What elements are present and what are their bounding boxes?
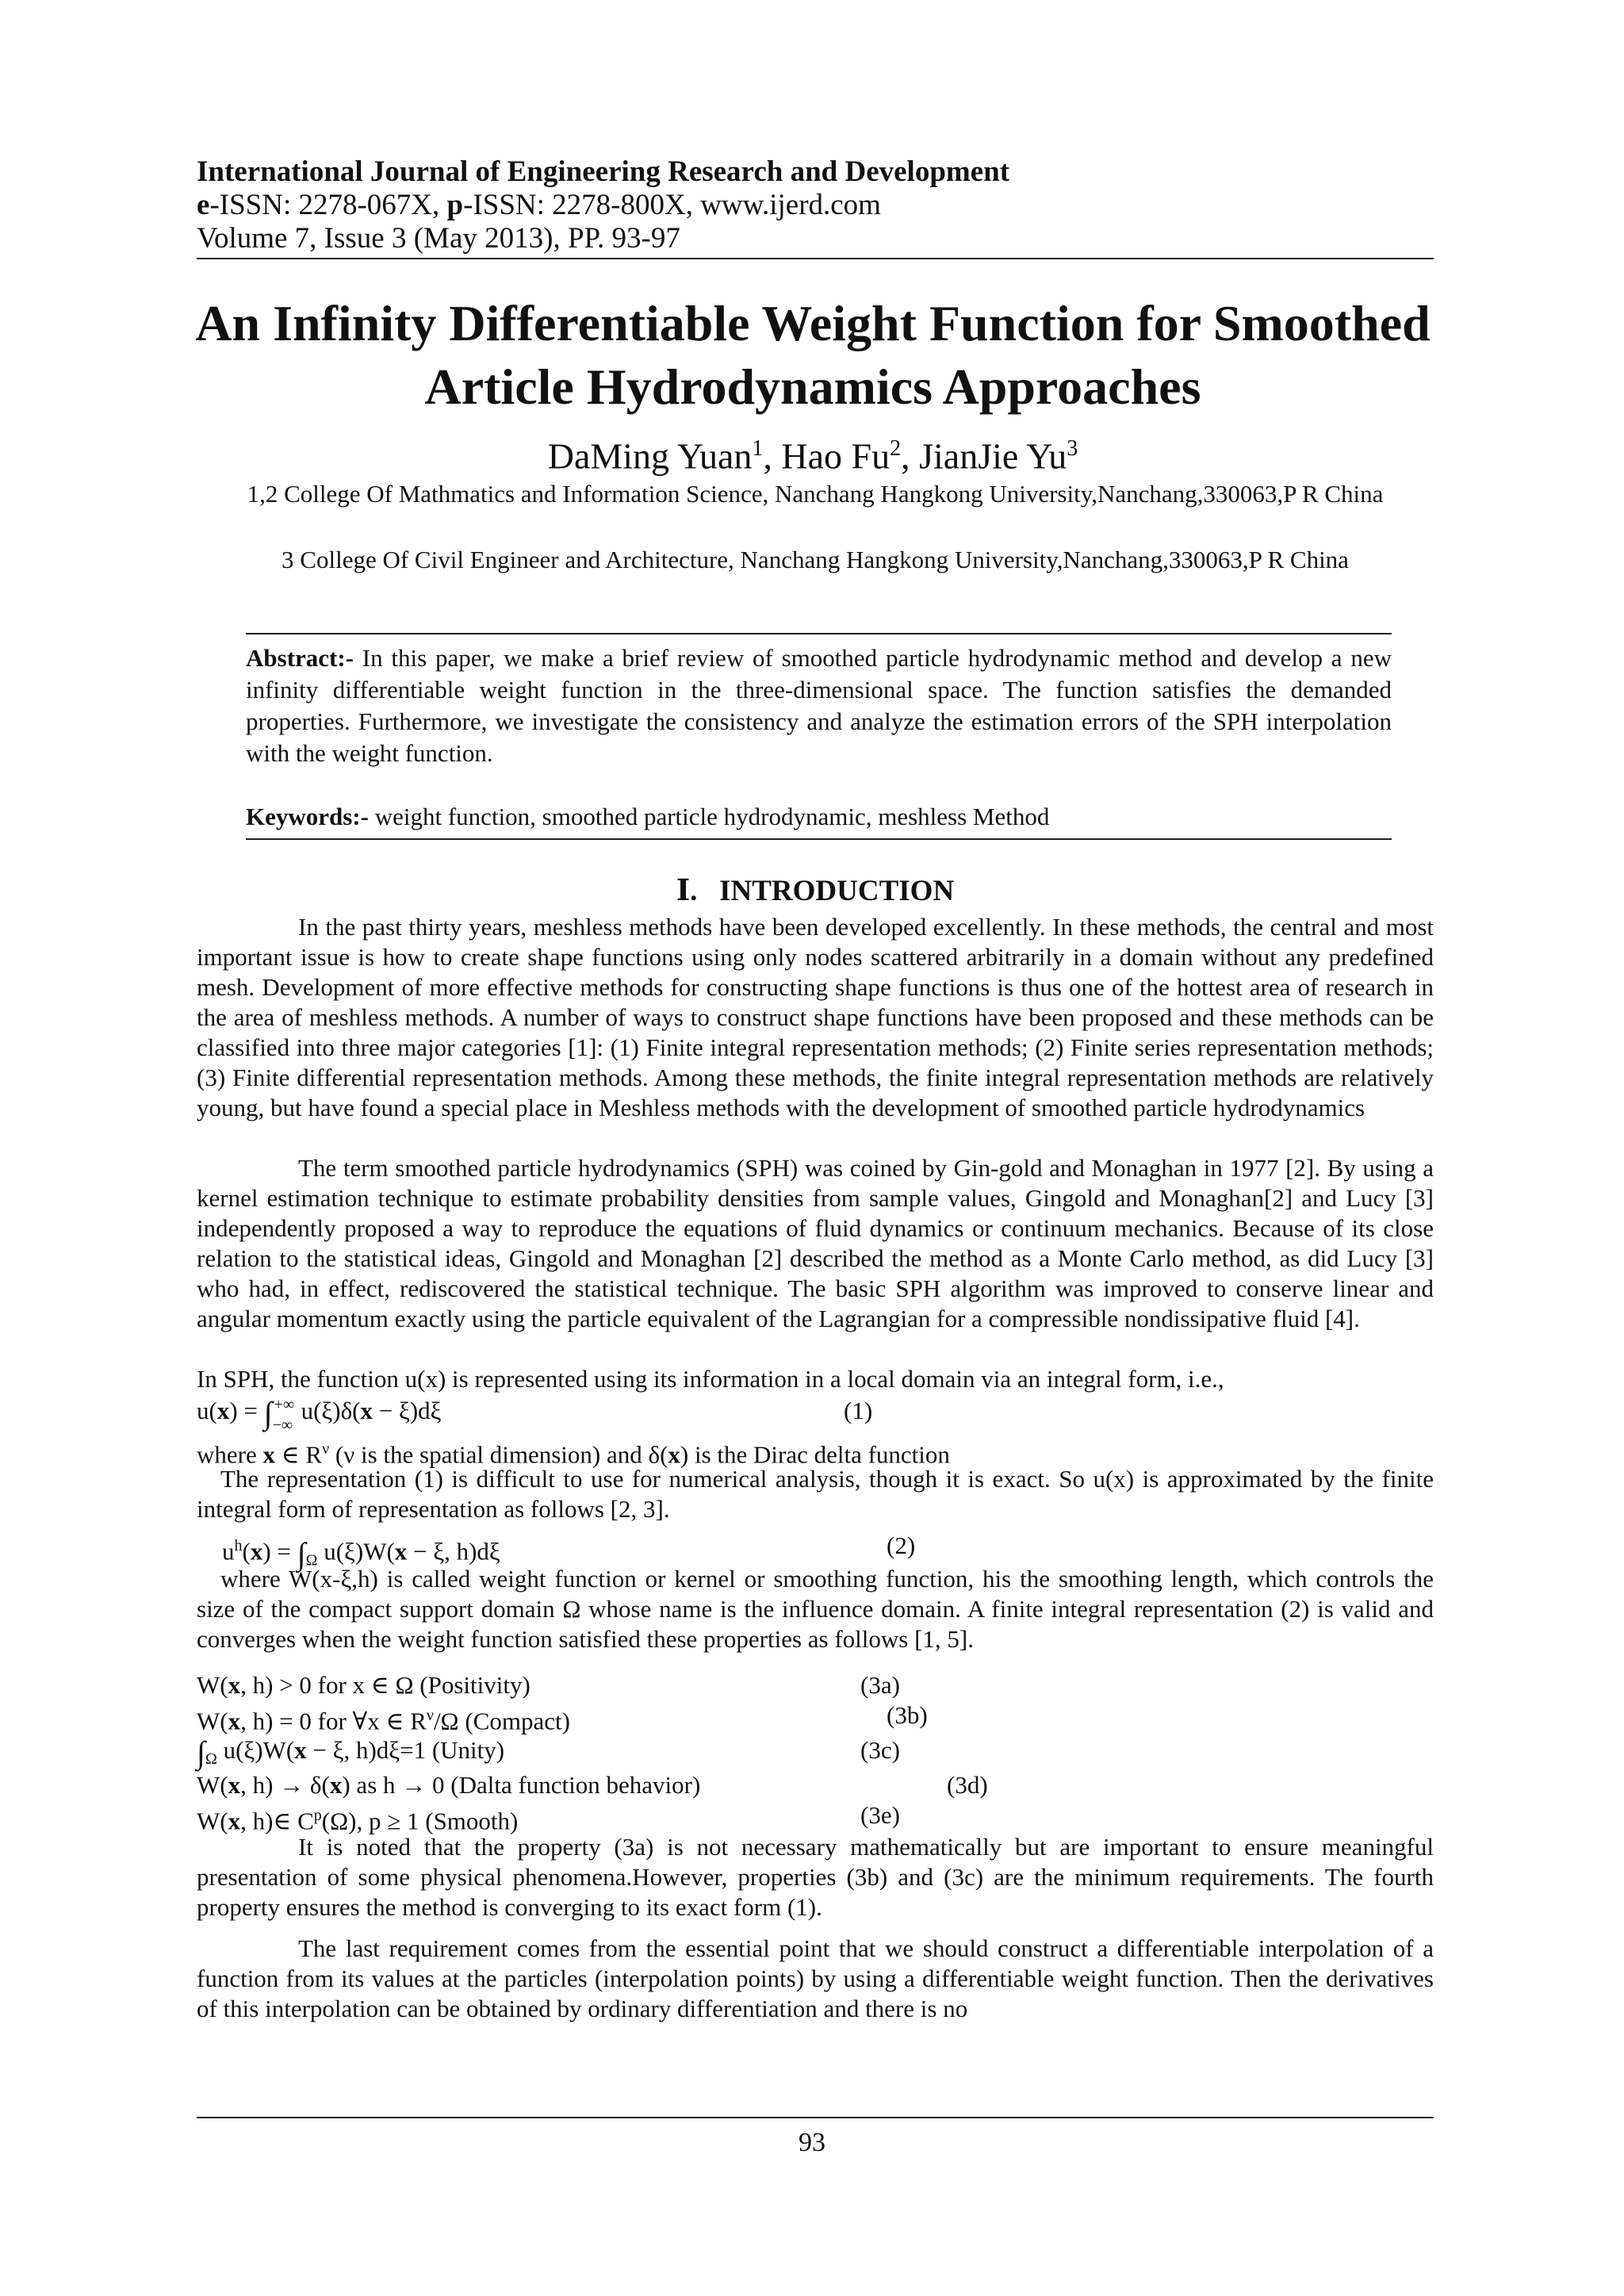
footer-rule [197,2117,1434,2118]
property-3d: W(x, h) → δ(x) as h → 0 (Dalta function behavior) [197,1771,701,1799]
journal-issn: e-ISSN: 2278-067X, p-ISSN: 2278-800X, www.ijerd.com [197,189,881,221]
property-3b: W(x, h) = 0 for ∀x ∈ $R^\nu/\Omega$ (Compact) [197,1707,570,1735]
paragraph-6: where W(x-ξ,h) is called weight function or kernel or smoothing function, his the smoothing length, which controls the size of the compact support domain Ω whose name is the influence domain. A finite integral representation (2) is valid and converges when the weight function satisfied these properties as follows [1, 5]. [197,1565,1434,1653]
property-3e-number: (3e) [860,1801,900,1829]
paragraph-7: It is noted that the property (3a) is not necessary mathematically but are important to ensure meaningful presentation of some physical phenomena.However, properties (3b) and (3c) are the minimum requirements. The fourth property ensures the method is converging to its exact form (1). [197,1833,1434,1921]
paragraph-3: In SPH, the function u(x) is represented using its information in a local domain via an integral form, i.e., [197,1365,1224,1393]
paragraph-2: The term smoothed particle hydrodynamics (SPH) was coined by Gin-gold and Monaghan in 1977 [2]. By using a kernel estimation technique to estimate probability densities from sample values, Gingold and Monaghan[2] and Lucy [3] independently proposed a way to reproduce the equations of fluid dynamics or continuum mechanics. Because of its close relation to the statistical ideas, Gingold and Monaghan [2] described the method as a Monte Carlo method, as did Lucy [3] who had, in effect, rediscovered the statistical technique. The basic SPH algorithm was improved to conserve linear and angular momentum exactly using the particle equivalent of the Lagrangian for a compressible nondissipative fluid [4]. [197,1154,1434,1332]
property-3c: $\int_\Omega$ u(ξ)W(x − ξ, h)dξ=1 (Unity) [197,1734,505,1770]
paragraph-1: In the past thirty years, meshless methods have been developed excellently. In these methods, the central and most important issue is how to create shape functions using only nodes scattered arbitrarily in a domain without any predefined mesh. Development of more effective methods for constructing shape functions is thus one of the hottest area of research in the area of meshless methods. A number of ways to construct shape functions have been proposed and these methods can be classified into three major categories [1]: (1) Finite integral representation methods; (2) Finite series representation methods; (3) Finite differential representation methods. Among these methods, the finite integral representation methods are relatively young, but have found a special place in Meshless methods with the development of smoothed particle hydrodynamics [197,913,1434,1121]
abstract-bottom-rule [246,838,1392,840]
abstract-label: Abstract:- [246,644,354,672]
property-3e: W(x, h)∈ $C^p(\Omega)$, p ≥ 1 (Smooth) [197,1807,519,1835]
keywords-label: Keywords:- [246,803,369,830]
author-list: DaMing Yuan$^1$, Hao Fu$^2$, JianJie Yu$^3$ [547,435,1078,477]
paper-title: An Infinity Differentiable Weight Function for Smoothed Article Hydrodynamics Approaches [195,295,1431,415]
keywords: Keywords:- weight function, smoothed particle hydrodynamic, meshless Method [246,803,1050,830]
journal-header [197,155,1434,255]
section-heading: Ⅰ. INTRODUCTION [676,875,955,907]
affiliation-1: 1,2 College Of Mathmatics and Information Science, Nanchang Hangkong University,Nanchang,330063,P R China [247,480,1384,508]
property-3b-number: (3b) [887,1701,928,1729]
property-3a: W(x, h) > 0 for x ∈ Ω (Positivity) [197,1671,530,1699]
equation-1: u(x) = ∫ +∞ −∞ u(ξ)δ(x − ξ)dξ [197,1395,442,1434]
property-3c-number: (3c) [860,1736,900,1764]
equation-1-number: (1) [844,1397,873,1424]
abstract-top-rule [246,633,1392,634]
journal-name: International Journal of Engineering Research and Development [197,155,1010,188]
equation-2: $u^h(x) = \int_\Omega$ u(ξ)W(x − ξ, h)dξ [222,1535,500,1572]
abstract: Abstract:- In this paper, we make a brief review of smoothed particle hydrodynamic method and develop a new infinity differentiable weight function in the three-dimensional space. The function satisfies the demanded properties. Furthermore, we investigate the consistency and analyze the estimation errors of the SPH interpolation with the weight function. [246,644,1392,767]
equation-2-number: (2) [887,1531,916,1559]
paragraph-4: where x ∈ $R^\nu$ (ν is the spatial dimension) and δ(x) is the Dirac delta function [197,1440,950,1469]
paragraph-5: The representation (1) is difficult to use for numerical analysis, though it is exact. So u(x) is approximated by the finite integral form of representation as follows [2, 3]. [197,1465,1434,1523]
header-rule [197,258,1434,259]
property-3a-number: (3a) [860,1671,900,1699]
paragraph-8: The last requirement comes from the essential point that we should construct a differentiable interpolation of a function from its values at the particles (interpolation points) by using a differentiable weight function. Then the derivatives of this interpolation can be obtained by ordinary differentiation and there is no [197,1934,1434,2022]
page-number: 93 [799,2128,825,2157]
journal-volume: Volume 7, Issue 3 (May 2013), PP. 93-97 [197,222,680,255]
property-3d-number: (3d) [947,1771,988,1799]
affiliation-2: 3 College Of Civil Engineer and Architecture, Nanchang Hangkong University,Nanchang,330063,P R China [282,546,1349,573]
